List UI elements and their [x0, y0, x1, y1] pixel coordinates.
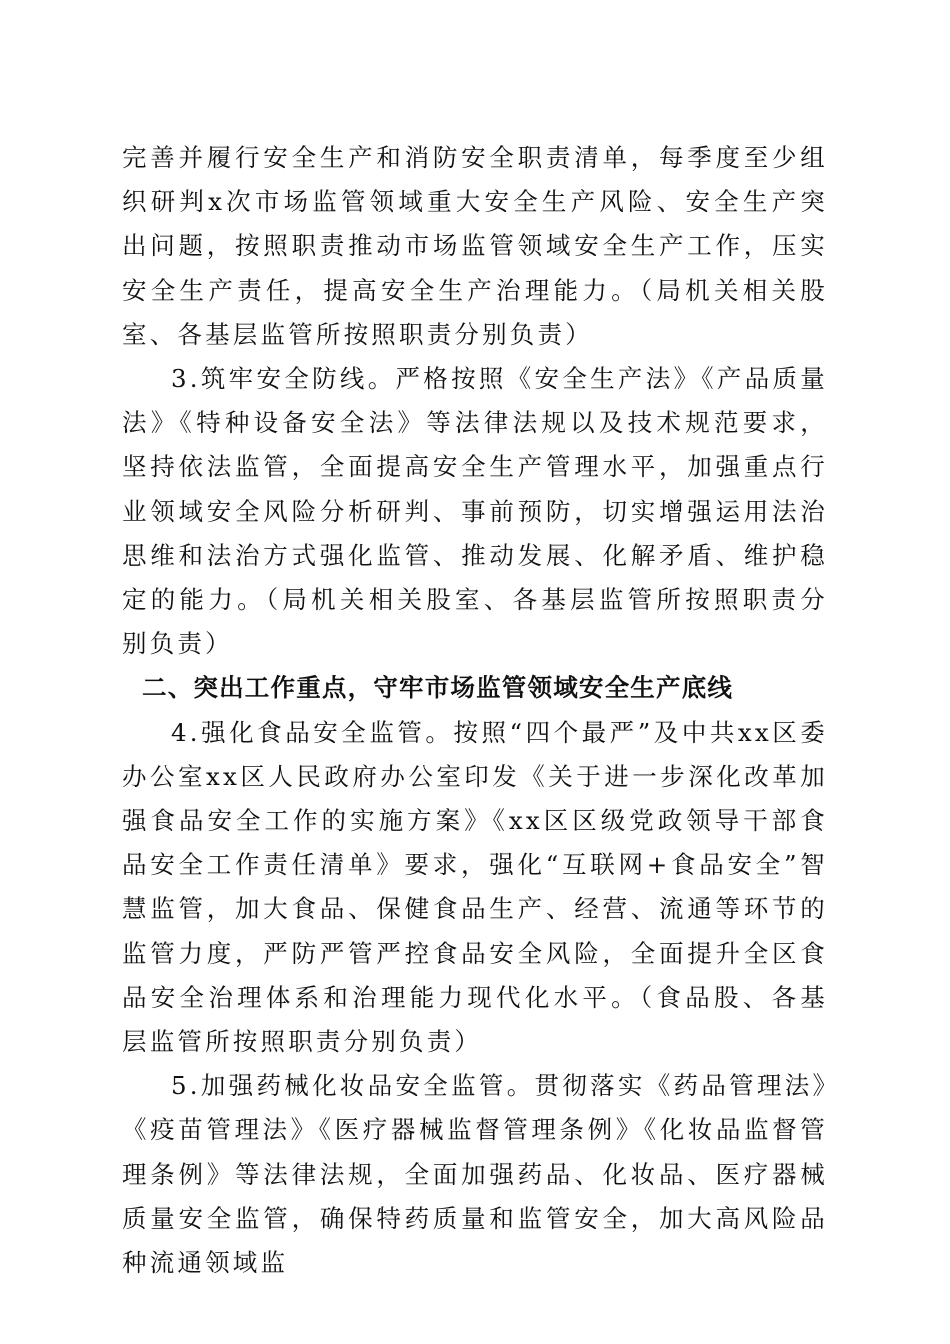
- paragraph-item-3: 3.筑牢安全防线。严格按照《安全生产法》《产品质量法》《特种设备安全法》等法律法规以及技术规范要求，坚持依法监管，全面提高安全生产管理水平，加强重点行业领域安全风险分析研判、事前预防，切实增强运用法治思维和法治方式强化监管、推动发展、化解矛盾、维护稳定的能力。（局机关相关股室、各基层监管所按照职责分别负责）: [122, 364, 828, 659]
- section-heading-2: 二、突出工作重点，守牢市场监管领域安全生产底线: [142, 673, 734, 703]
- paragraph-item-4: 4.强化食品安全监管。按照“四个最严”及中共xx区委办公室xx区人民政府办公室印发《关于进一步深化改革加强食品安全工作的实施方案》《xx区区级党政领导干部食品安全工作责任清单》要求，强化“互联网+食品安全”智慧监管，加大食品、保健食品生产、经营、流通等环节的监管力度，严防严管严控食品安全风险，全面提升全区食品安全治理体系和治理能力现代化水平。（食品股、各基层监管所按照职责分别负责）: [122, 717, 828, 1057]
- paragraph-item-5: 5.加强药械化妆品安全监管。贯彻落实《药品管理法》《疫苗管理法》《医疗器械监督管理条例》《化妆品监督管理条例》等法律法规，全面加强药品、化妆品、医疗器械质量安全监管，确保特药质量和监管安全，加大高风险品种流通领域监: [122, 1071, 828, 1278]
- paragraph-continued: 完善并履行安全生产和消防安全职责清单，每季度至少组织研判x次市场监管领域重大安全生产风险、安全生产突出问题，按照职责推动市场监管领域安全生产工作，压实安全生产责任，提高安全生产治理能力。（局机关相关股室、各基层监管所按照职责分别负责）: [122, 143, 828, 349]
